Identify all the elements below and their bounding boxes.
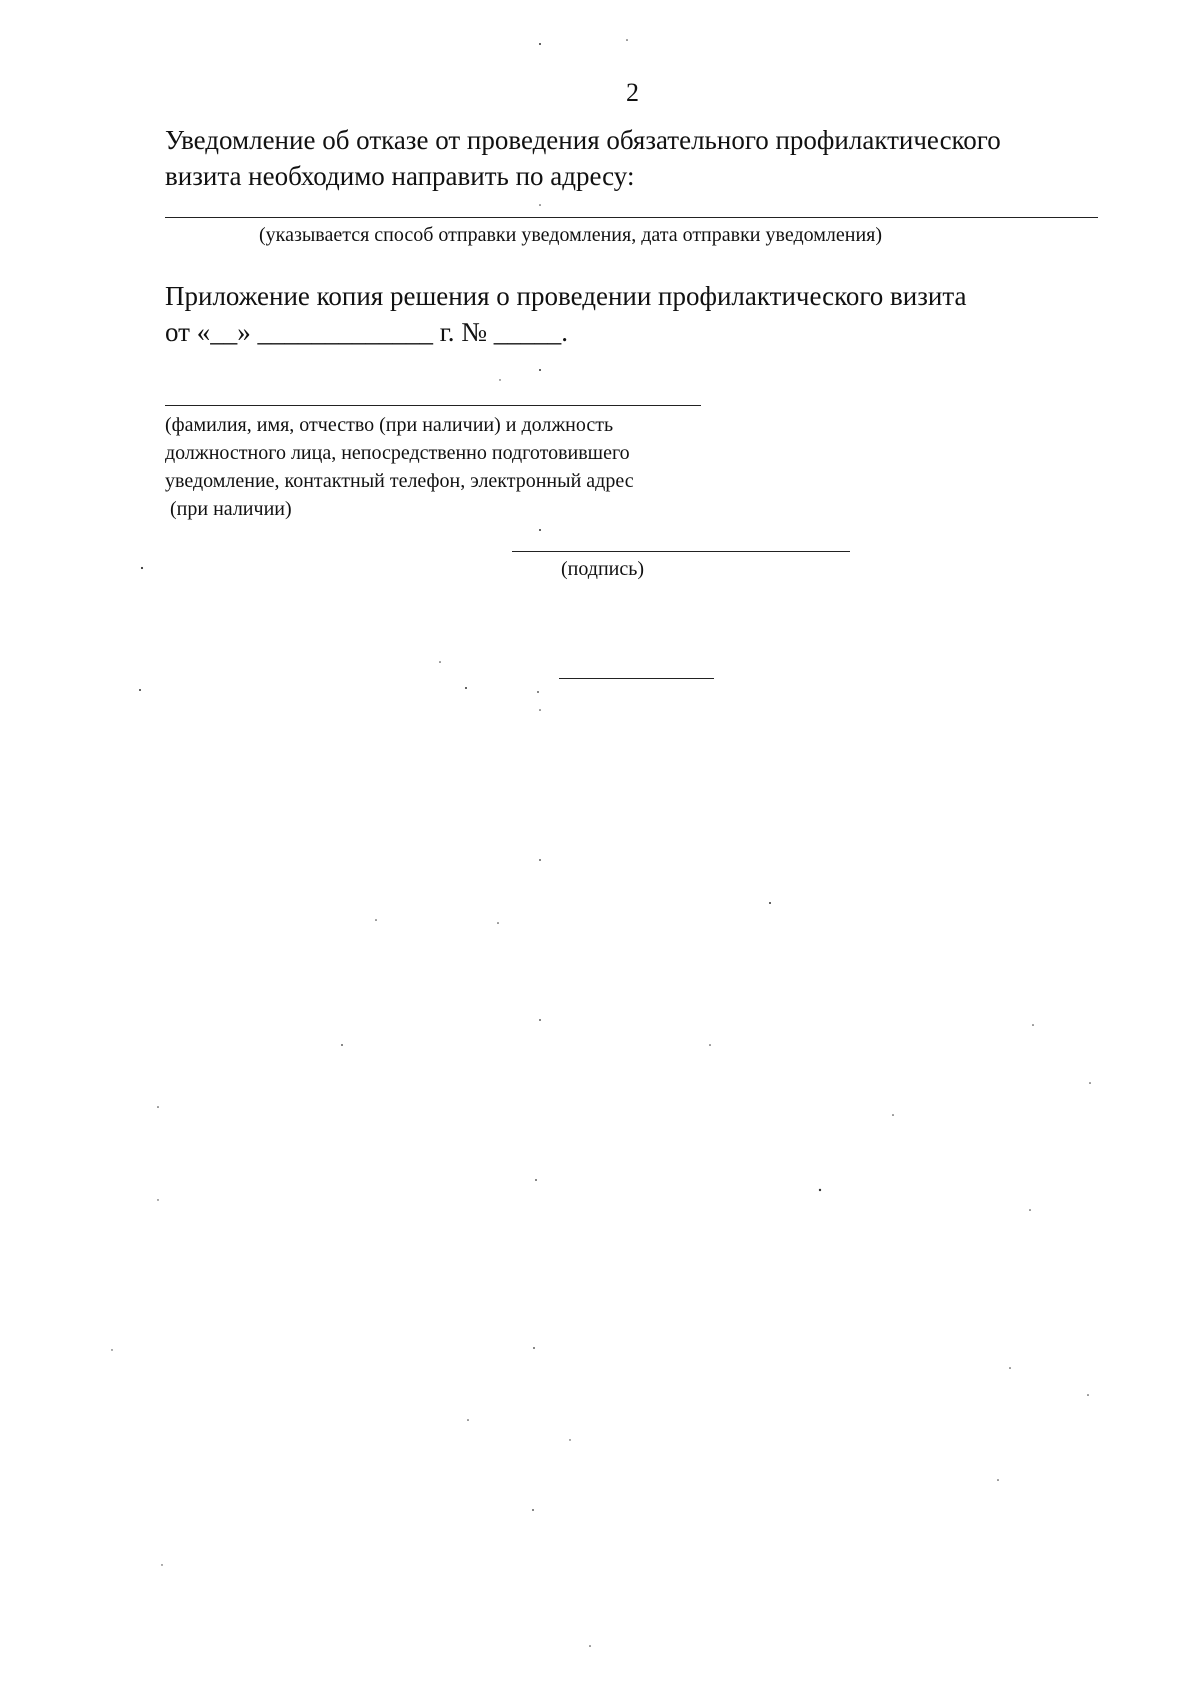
attachment-line: Приложение копия решения о проведении профилактического визита <box>165 281 967 311</box>
refusal-notice-line: визита необходимо направить по адресу: <box>165 161 635 191</box>
refusal-notice-paragraph <box>165 122 1115 194</box>
address-fill-line <box>165 217 1098 218</box>
signature-caption: (подпись) <box>561 558 645 580</box>
signature-fill-line <box>512 551 850 552</box>
official-caption-line: (фамилия, имя, отчество (при наличии) и должность <box>165 414 614 436</box>
attachment-paragraph <box>165 278 1115 350</box>
document-end-line <box>559 678 714 679</box>
official-caption <box>165 411 634 523</box>
refusal-notice-line: Уведомление об отказе от проведения обязательного профилактического <box>165 125 1001 155</box>
official-caption-line: (при наличии) <box>165 498 292 520</box>
attachment-date-number-line: от «__» _____________ г. № _____. <box>165 317 568 347</box>
address-caption: (указывается способ отправки уведомления, дата отправки уведомления) <box>259 224 883 246</box>
official-caption-line: уведомление, контактный телефон, электронный адрес <box>165 470 634 492</box>
official-fill-line <box>165 405 701 406</box>
page-number: 2 <box>626 78 639 107</box>
official-caption-line: должностного лица, непосредственно подготовившего <box>165 442 630 464</box>
